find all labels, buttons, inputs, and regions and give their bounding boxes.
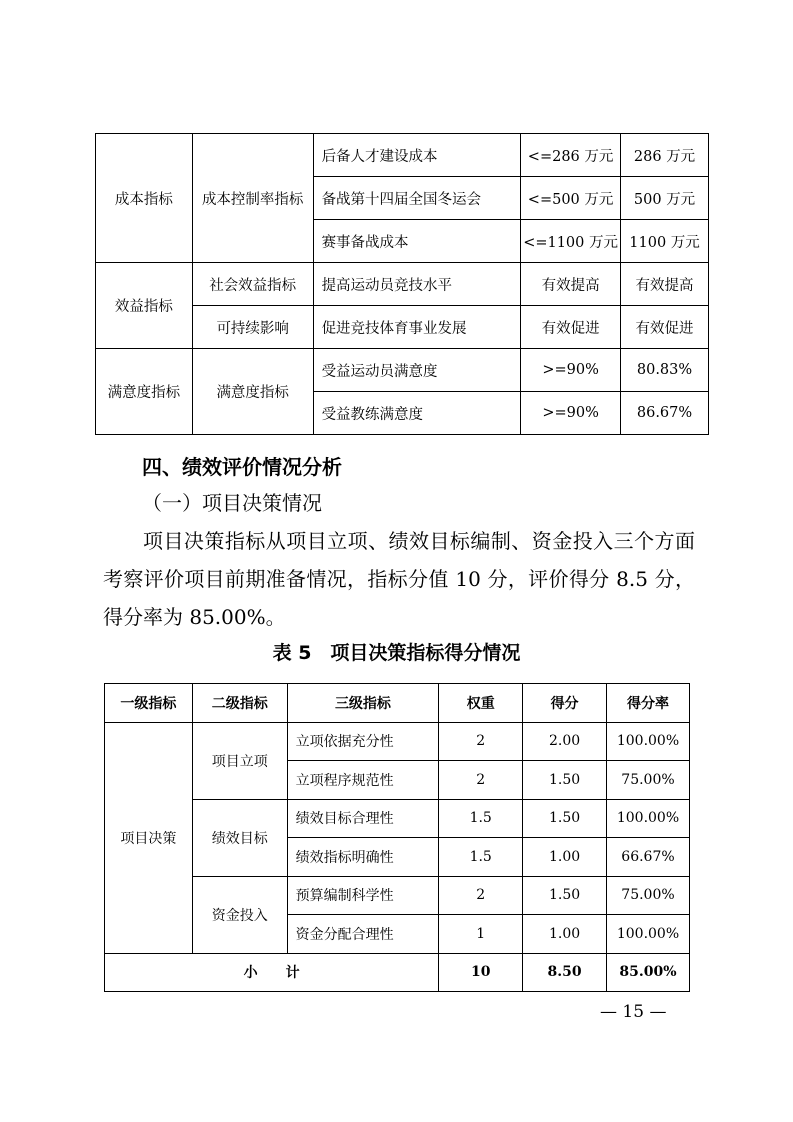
table-row [105,722,690,761]
total-weight: 10 [439,953,523,992]
total-rate: 85.00% [607,953,690,992]
level2-cell: 满意度指标 [192,349,313,435]
weight-cell: 2 [439,761,523,800]
actual-cell: 1100 万元 [621,220,709,263]
indicator-cell: 后备人才建设成本 [313,134,521,177]
score-cell: 1.00 [523,915,607,954]
score-cell: 1.50 [523,799,607,838]
table-row [96,349,709,392]
level2-cell: 成本控制率指标 [192,134,313,263]
level2-cell: 项目立项 [192,722,287,799]
body-paragraph: 项目决策指标从项目立项、绩效目标编制、资金投入三个方面考察评价项目前期准备情况，指标分值 10 分，评价得分 8.5 分，得分率为 85.00%。 [103,529,695,629]
target-cell: 有效提高 [521,263,621,306]
score-cell: 2.00 [523,722,607,761]
table-row [105,876,690,915]
table-row [105,799,690,838]
column-header: 三级指标 [287,684,439,723]
total-score: 8.50 [523,953,607,992]
level2-cell: 可持续影响 [192,306,313,349]
level3-cell: 立项程序规范性 [287,761,439,800]
rate-cell: 100.00% [607,799,690,838]
actual-cell: 有效提高 [621,263,709,306]
column-header: 一级指标 [105,684,193,723]
actual-cell: 86.67% [621,392,709,435]
score-cell: 1.50 [523,761,607,800]
weight-cell: 1 [439,915,523,954]
subsection-heading: （一）项目决策情况 [142,491,322,515]
level3-cell: 立项依据充分性 [287,722,439,761]
level1-cell: 项目决策 [105,722,193,953]
level2-cell: 社会效益指标 [192,263,313,306]
actual-cell: 80.83% [621,349,709,392]
level1-cell: 成本指标 [96,134,193,263]
level1-cell: 满意度指标 [96,349,193,435]
table-row [96,134,709,177]
weight-cell: 1.5 [439,799,523,838]
weight-cell: 1.5 [439,838,523,877]
actual-cell: 286 万元 [621,134,709,177]
decision-score-table [104,683,690,992]
score-cell: 1.00 [523,838,607,877]
level1-cell: 效益指标 [96,263,193,349]
target-cell: >=90% [521,349,621,392]
rate-cell: 66.67% [607,838,690,877]
column-header: 权重 [439,684,523,723]
level3-cell: 预算编制科学性 [287,876,439,915]
indicator-cell: 受益运动员满意度 [313,349,521,392]
target-cell: <=500 万元 [521,177,621,220]
actual-cell: 500 万元 [621,177,709,220]
total-row [105,953,690,992]
indicator-cell: 受益教练满意度 [313,392,521,435]
target-cell: <=286 万元 [521,134,621,177]
section-heading: 四、绩效评价情况分析 [142,455,342,479]
rate-cell: 100.00% [607,915,690,954]
column-header: 二级指标 [192,684,287,723]
target-cell: <=1100 万元 [521,220,621,263]
indicator-cell: 促进竞技体育事业发展 [313,306,521,349]
rate-cell: 100.00% [607,722,690,761]
table-row [96,263,709,306]
page-number: — 15 — [600,1002,667,1022]
level2-cell: 资金投入 [192,876,287,953]
score-cell: 1.50 [523,876,607,915]
weight-cell: 2 [439,722,523,761]
target-cell: 有效促进 [521,306,621,349]
target-cell: >=90% [521,392,621,435]
level2-cell: 绩效目标 [192,799,287,876]
table-caption: 表 5 项目决策指标得分情况 [272,642,521,664]
indicator-cell: 备战第十四届全国冬运会 [313,177,521,220]
rate-cell: 75.00% [607,761,690,800]
level3-cell: 绩效指标明确性 [287,838,439,877]
total-label: 小 计 [105,953,439,992]
table-header-row [105,684,690,723]
level3-cell: 绩效目标合理性 [287,799,439,838]
indicator-cell: 赛事备战成本 [313,220,521,263]
column-header: 得分 [523,684,607,723]
indicator-cell: 提高运动员竞技水平 [313,263,521,306]
performance-indicators-table [95,133,709,435]
rate-cell: 75.00% [607,876,690,915]
weight-cell: 2 [439,876,523,915]
level3-cell: 资金分配合理性 [287,915,439,954]
column-header: 得分率 [607,684,690,723]
actual-cell: 有效促进 [621,306,709,349]
